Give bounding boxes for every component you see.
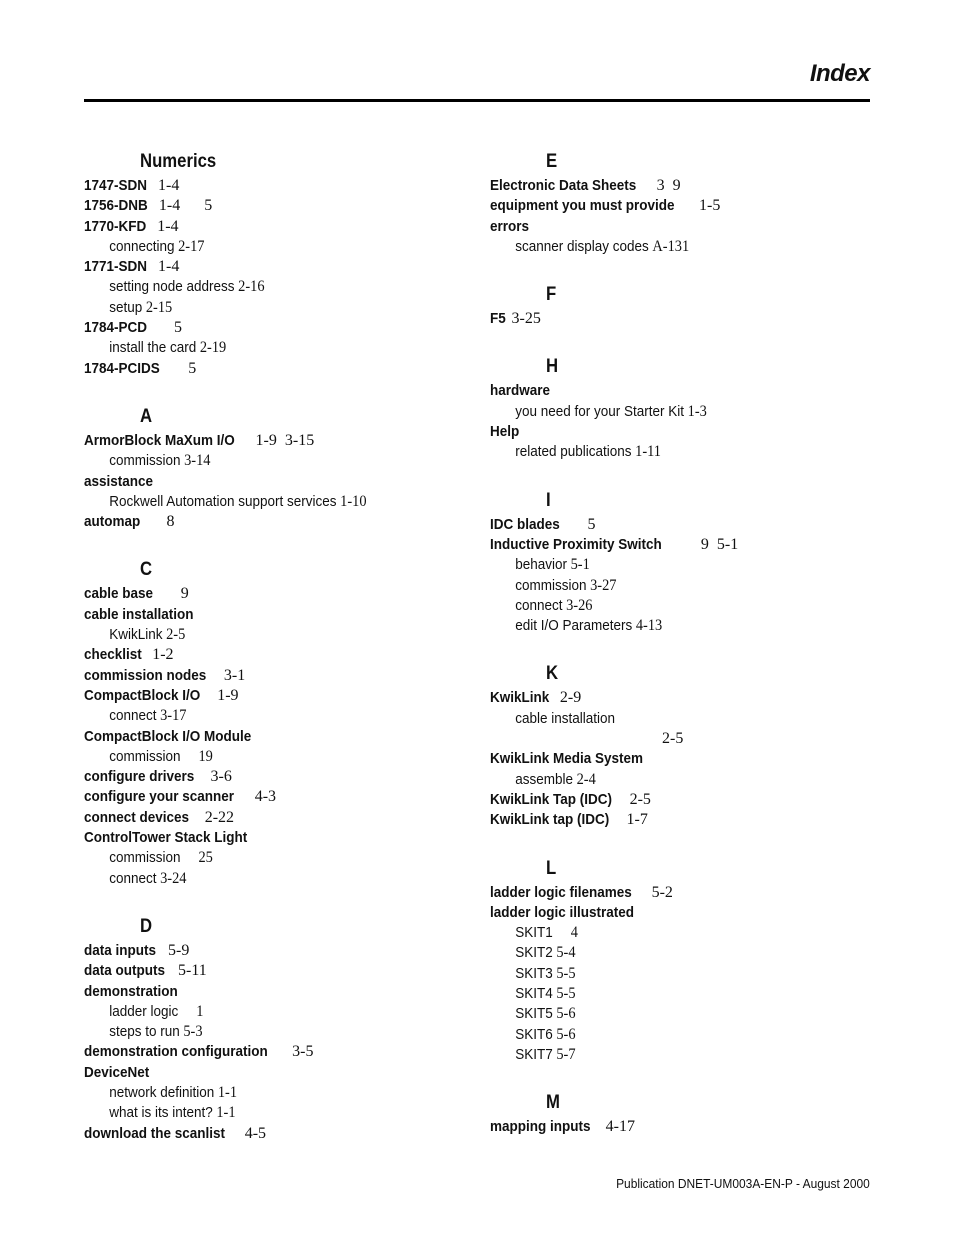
index-pages: 5-4 (556, 944, 576, 962)
subentry-label: commission (109, 452, 181, 470)
publication-footer: Publication DNET-UM003A-EN-P - August 2000 (616, 1176, 870, 1191)
index-subentry (490, 237, 850, 257)
subentry-label: scanner display codes (515, 237, 649, 255)
entry-term: 1771-SDN (84, 258, 148, 276)
index-section (490, 855, 890, 1066)
index-subentry (84, 298, 444, 318)
index-entry (490, 176, 890, 196)
entry-term: 1770-KFD (84, 217, 147, 235)
entry-term: IDC blades (490, 515, 560, 533)
index-entry (490, 688, 890, 708)
section-heading: E (546, 151, 558, 172)
index-pages: 5-7 (556, 1045, 576, 1063)
index-pages: 2-5 (166, 626, 186, 644)
entry-term: data outputs (84, 962, 165, 980)
entry-term: assistance (84, 472, 154, 490)
subentry-label: commission (109, 747, 181, 765)
index-pages: 2-15 (145, 298, 173, 316)
index-pages: 1-4 (158, 177, 180, 194)
index-pages: 2-22 (204, 808, 235, 826)
entry-term: KwikLink (490, 689, 550, 707)
entry-term: configure your scanner (84, 788, 235, 806)
entry-term: 1784-PCD (84, 319, 148, 337)
index-pages: 3-24 (160, 869, 187, 887)
subentry-label: Rockwell Automation support services (109, 492, 337, 510)
index-subentry (490, 923, 850, 943)
index-pages: 4-13 (635, 617, 663, 635)
entry-term: checklist (84, 646, 142, 664)
index-subentry (490, 555, 850, 575)
index-subentry (490, 1025, 850, 1045)
index-pages: 4-3 (254, 788, 277, 806)
entry-term: 1747-SDN (84, 177, 148, 194)
index-subentry (490, 402, 850, 422)
index-entry (84, 217, 484, 237)
index-pages: 5 (158, 319, 183, 337)
index-entry (490, 749, 890, 769)
index-subentry (84, 869, 444, 889)
entry-term: equipment you must provide (490, 197, 675, 215)
index-subentry (490, 984, 850, 1004)
index-pages: 4-5 (244, 1124, 267, 1142)
index-pages: 19 (184, 747, 213, 765)
entry-term: cable base (84, 585, 154, 603)
entry-term: download the scanlist (84, 1124, 226, 1142)
index-entry (490, 515, 890, 535)
entry-term: ladder logic filenames (490, 883, 632, 901)
index-pages: 5-6 (556, 1005, 576, 1023)
index-entry (84, 961, 484, 981)
index-pages: 5-9 (168, 941, 190, 959)
index-pages: 3-6 (210, 768, 232, 786)
subentry-label: setting node address (109, 278, 235, 296)
entry-term: connect devices (84, 808, 190, 826)
index-pages: 4-17 (605, 1118, 635, 1136)
index-entry (84, 666, 484, 686)
index-section (490, 1089, 890, 1137)
subentry-label: commission (109, 849, 181, 867)
index-entry (84, 431, 484, 451)
index-subentry (84, 237, 444, 257)
subentry-label: commission (515, 576, 587, 594)
index-section (84, 556, 484, 888)
index-entry (84, 472, 484, 492)
index-subentry (84, 625, 444, 645)
subentry-label: setup (109, 298, 143, 316)
subentry-label: SKIT3 (515, 964, 553, 982)
subentry-label: what is its intent? (109, 1104, 213, 1122)
index-entry (84, 767, 484, 787)
index-pages: 1-4 (158, 258, 180, 276)
index-pages: 1-9 3-15 (255, 431, 315, 449)
index-subentry (490, 442, 850, 462)
index-pages: 5-6 (556, 1025, 576, 1043)
index-entry (490, 309, 890, 329)
index-pages: 1-1 (216, 1104, 236, 1122)
index-pages: 5 (571, 515, 596, 533)
subentry-label: edit I/O Parameters (515, 617, 633, 635)
index-entry (84, 808, 484, 828)
index-pages: 5-1 (570, 556, 590, 574)
index-pages: 25 (184, 849, 213, 867)
section-heading: D (140, 915, 153, 937)
entry-term: cable installation (84, 605, 194, 623)
index-section (490, 148, 890, 257)
index-pages: 1 (181, 1002, 204, 1020)
index-pages: 1-2 (152, 646, 174, 664)
entry-term: configure drivers (84, 768, 195, 786)
index-pages: 3 9 (656, 177, 681, 194)
subentry-label: SKIT6 (515, 1025, 553, 1043)
index-pages: 3-26 (566, 596, 593, 614)
index-subentry (490, 1004, 850, 1024)
index-subentry (84, 492, 444, 512)
entry-term: CompactBlock I/O (84, 686, 201, 704)
index-entry (84, 686, 484, 706)
subentry-label: you need for your Starter Kit (515, 402, 685, 420)
entry-term: errors (490, 217, 530, 235)
subentry-label: cable installation (515, 709, 616, 727)
section-heading: L (546, 857, 557, 879)
index-entry (84, 982, 484, 1002)
subentry-label: KwikLink (109, 626, 163, 644)
index-section (490, 487, 890, 637)
index-pages: 1-11 (635, 443, 661, 461)
index-subentry (490, 596, 850, 616)
entry-term: DeviceNet (84, 1063, 150, 1081)
index-section (84, 403, 484, 532)
index-entry (490, 217, 890, 237)
entry-term: automap (84, 513, 141, 531)
index-section (84, 148, 484, 379)
index-entry (84, 584, 484, 604)
entry-term: KwikLink Media System (490, 750, 644, 768)
index-subentry (84, 338, 444, 358)
index-subentry (84, 706, 444, 726)
index-entry (490, 196, 890, 216)
index-column-right (490, 148, 890, 1162)
section-heading: Numerics (140, 151, 217, 172)
header-divider (84, 99, 870, 102)
index-pages: 2-5 (629, 790, 651, 808)
index-pages: 1-3 (687, 402, 707, 420)
index-entry (84, 318, 484, 338)
subentry-label: steps to run (109, 1023, 180, 1041)
index-pages: 2-9 (559, 689, 582, 707)
index-pages: 9 (164, 585, 189, 603)
section-heading: A (140, 405, 153, 427)
section-heading: H (546, 356, 559, 378)
index-subentry (84, 747, 444, 767)
entry-term: mapping inputs (490, 1118, 591, 1136)
index-subentry (84, 1002, 444, 1022)
index-subentry (84, 277, 444, 297)
index-pages: 1-1 (217, 1083, 238, 1101)
index-pages: 5 (172, 359, 197, 377)
index-pages: 8 (150, 513, 175, 531)
entry-term: hardware (490, 382, 551, 400)
index-pages: A-131 (652, 237, 690, 255)
index-subentry (84, 1022, 444, 1042)
subentry-label: connecting (109, 237, 175, 255)
index-pages: 3-1 (223, 666, 246, 684)
index-pages: 2-5 (662, 730, 684, 748)
index-entry (84, 512, 484, 532)
index-subentry (490, 964, 850, 984)
section-heading: F (546, 284, 557, 306)
index-pages: 3-25 (511, 310, 541, 328)
index-subentry (490, 709, 850, 729)
entry-term: ControlTower Stack Light (84, 829, 248, 847)
index-pages: 3-5 (292, 1043, 314, 1061)
index-entry (490, 883, 890, 903)
subentry-label: SKIT5 (515, 1005, 553, 1023)
index-section (490, 660, 890, 830)
index-section (490, 281, 890, 329)
index-subentry (84, 451, 444, 471)
section-heading: I (546, 489, 551, 511)
index-subentry (84, 1083, 444, 1103)
index-entry (84, 605, 484, 625)
index-entry (490, 535, 890, 555)
subentry-label: behavior (515, 556, 567, 574)
page-title: Index (809, 60, 870, 87)
index-entry (84, 727, 484, 747)
index-entry (490, 810, 890, 830)
index-section (490, 353, 890, 462)
entry-term: ladder logic illustrated (490, 903, 635, 921)
index-pages: 2-17 (178, 237, 205, 255)
section-heading: C (140, 559, 153, 581)
entry-term: data inputs (84, 941, 157, 959)
entry-term: F5 (490, 310, 506, 328)
index-pages: 1-10 (340, 492, 367, 510)
index-entry (490, 790, 890, 810)
index-section (84, 913, 484, 1144)
entry-term: Help (490, 423, 520, 441)
subentry-label: connect (515, 596, 563, 614)
entry-term: 1784-PCIDS (84, 359, 160, 377)
index-entry (490, 903, 890, 923)
index-pages: 1-7 (626, 811, 648, 829)
index-subentry (490, 1045, 850, 1065)
entry-term: Electronic Data Sheets (490, 177, 637, 194)
index-pages: 9 5-1 (684, 535, 739, 553)
subentry-label: network definition (109, 1083, 215, 1101)
index-pages: 5-11 (178, 962, 207, 980)
index-pages: 1-9 (217, 686, 239, 704)
index-subentry (84, 1103, 444, 1123)
index-pages: 4 (556, 924, 578, 942)
subentry-label: SKIT7 (515, 1045, 553, 1063)
index-subentry (490, 770, 850, 790)
subentry-label: ladder logic (109, 1002, 179, 1020)
index-subentry (84, 848, 444, 868)
index-entry (84, 787, 484, 807)
index-entry (84, 257, 484, 277)
index-pages: 3-27 (590, 576, 617, 594)
index-subentry (490, 943, 850, 963)
index-subentry (490, 616, 850, 636)
index-entry (490, 422, 890, 442)
subentry-label: install the card (109, 339, 197, 357)
subentry-label: assemble (515, 770, 573, 788)
index-pages: 3-14 (184, 452, 211, 470)
index-pages: 1-4 (157, 217, 179, 235)
subentry-label: connect (109, 869, 157, 887)
index-entry (84, 1124, 484, 1144)
index-entry (84, 196, 484, 216)
index-subentry (490, 576, 850, 596)
section-heading: M (546, 1092, 560, 1114)
subentry-label: related publications (515, 443, 632, 461)
index-entry (490, 1117, 890, 1137)
index-column-left (84, 148, 484, 1168)
index-pages: 3-17 (160, 707, 187, 725)
index-entry (84, 941, 484, 961)
index-pages: 5-3 (183, 1023, 203, 1041)
index-pages: 2-16 (238, 278, 265, 296)
index-entry (84, 645, 484, 665)
subentry-label: SKIT1 (515, 924, 553, 942)
entry-term: demonstration (84, 982, 178, 1000)
subentry-label: SKIT4 (515, 985, 553, 1003)
index-entry (490, 381, 890, 401)
index-pages: 5-5 (556, 985, 576, 1003)
index-entry (84, 1042, 484, 1062)
index-pages: 1-4 5 (158, 197, 213, 215)
entry-term: KwikLink Tap (IDC) (490, 790, 613, 808)
index-pages: 5-5 (556, 964, 576, 982)
entry-term: 1756-DNB (84, 197, 148, 215)
entry-term: ArmorBlock MaXum I/O (84, 431, 235, 449)
index-pages: 2-19 (199, 339, 227, 357)
entry-term: Inductive Proximity Switch (490, 535, 662, 553)
index-pages: 1-5 (699, 197, 721, 215)
index-entry (84, 176, 484, 196)
index-pages: 5-2 (651, 883, 673, 901)
index-entry (84, 359, 484, 379)
index-entry (84, 828, 484, 848)
subentry-label: SKIT2 (515, 944, 553, 962)
section-heading: K (546, 663, 559, 685)
index-pages: 2-4 (576, 770, 596, 788)
entry-term: CompactBlock I/O Module (84, 727, 252, 745)
entry-term: commission nodes (84, 666, 207, 684)
entry-term: KwikLink tap (IDC) (490, 811, 610, 829)
index-entry (84, 1063, 484, 1083)
subentry-label: connect (109, 707, 157, 725)
entry-term: demonstration configuration (84, 1043, 268, 1061)
